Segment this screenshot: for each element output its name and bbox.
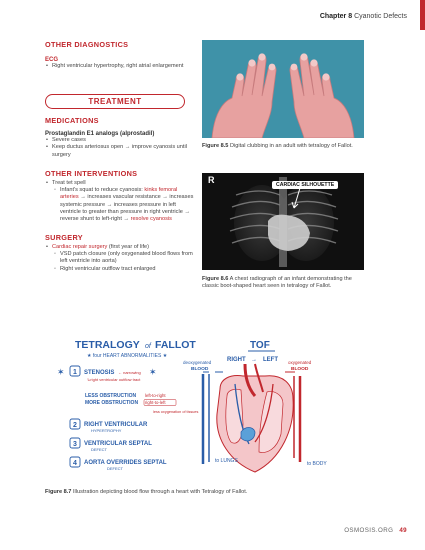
- diagram-subtitle: ★ four HEART ABNORMALITIES ★: [87, 353, 168, 359]
- figure-8-6-text: A chest radiograph of an infant demonstrating the classic boot-shaped heart seen in tetralogy of Fallot.: [202, 276, 352, 290]
- item-4-sub: DEFECT: [107, 466, 123, 471]
- left-column: [45, 40, 195, 70]
- intervention-sub-bullet: [45, 187, 195, 223]
- intervention-bullet: • Treat tet spell: [45, 180, 195, 187]
- running-header: [320, 13, 407, 20]
- item-4-label: AORTA OVERRIDES SEPTAL: [84, 460, 167, 466]
- tetralogy-of-fallot-diagram: [45, 334, 367, 484]
- first-year-text: (first year of life): [107, 243, 149, 250]
- surgery-heading: SURGERY: [45, 232, 83, 242]
- drug-heading: Prostaglandin E1 analogs (alprostadil): [45, 131, 155, 137]
- page-footer: [344, 527, 407, 534]
- item-3-sub: DEFECT: [91, 447, 107, 452]
- squat-text: Infant's squat to reduce cyanosis:: [60, 187, 145, 194]
- oxygenated-blood-label: BLOOD: [291, 367, 309, 372]
- page-number: 49: [399, 527, 407, 534]
- resolve-text: resolve cyanosis: [130, 216, 172, 223]
- other-interventions-heading: OTHER INTERVENTIONS: [45, 168, 138, 178]
- item-1-label: STENOSIS: [84, 370, 115, 376]
- mechanism-text: → increases vascular resistance → increases systemic pressure → increases pressure in left ventricle to greater than pressure in right ventricle → reverse shunt to left-right →: [60, 194, 194, 223]
- more-obstruction-note: right-to-left: [145, 400, 166, 405]
- surgery-bullet: [45, 244, 195, 251]
- other-diagnostics-heading: OTHER DIAGNOSTICS: [45, 40, 129, 49]
- figure-8-5-caption: [202, 143, 362, 150]
- xray-side-marker: R: [208, 175, 215, 185]
- site-name: OSMOSIS.ORG: [344, 527, 394, 534]
- medication-bullet-1: • Severe cases: [45, 137, 195, 144]
- cardiac-repair-text: Cardiac repair surgery: [52, 243, 108, 250]
- medications-heading: MEDICATIONS: [45, 116, 99, 125]
- figure-8-6-caption: [202, 276, 362, 290]
- tof-diagram-svg: [45, 334, 367, 484]
- item-4-number: 4: [73, 460, 77, 467]
- item-1-note: ← narrowing: [118, 370, 141, 375]
- item-3-number: 3: [73, 441, 77, 448]
- to-body-label: to BODY: [307, 461, 327, 467]
- less-obstruction-label: LESS OBSTRUCTION: [85, 393, 137, 399]
- figure-8-7-text: Illustration depicting blood flow through a heart with Tetralogy of Fallot.: [71, 489, 248, 495]
- surgery-sub-bullet-1: ◦ VSD patch closure (only oxygenated blood flows from left ventricle into aorta): [45, 251, 195, 266]
- clubbing-hands-photo: [202, 40, 364, 138]
- figure-8-5-label: Figure 8.5: [202, 143, 229, 149]
- left-label: LEFT: [263, 357, 278, 363]
- surgery-sub-bullet-2: ◦ Right ventricular outflow tract enlarged: [45, 266, 195, 273]
- treatment-banner: TREATMENT: [45, 94, 185, 109]
- figure-8-7-label: Figure 8.7: [45, 489, 72, 495]
- chapter-title: Cyanotic Defects: [354, 13, 407, 20]
- heart-illustration: [203, 364, 300, 472]
- ecg-bullet: • Right ventricular hypertrophy, right atrial enlargement: [45, 63, 195, 70]
- oxygenated-label: oxygenated: [288, 360, 312, 365]
- to-lungs-label: to LUNGS: [215, 458, 238, 464]
- hands-illustration: [202, 40, 364, 138]
- item-2-sub: HYPERTROPHY: [91, 428, 122, 433]
- treatment-column: [45, 116, 195, 273]
- less-obstruction-note: left-to-right: [145, 393, 166, 398]
- figure-8-6-label: Figure 8.6: [202, 276, 229, 282]
- cardiac-silhouette-tag: CARDIAC SILHOUETTE: [272, 181, 338, 189]
- medication-bullet-2: • Keep ductus arteriosus open → improve cyanosis until surgery: [45, 144, 195, 159]
- deoxygenated-label: deoxygenated: [183, 360, 212, 365]
- item-3-label: VENTRICULAR SEPTAL: [84, 441, 152, 447]
- deoxygenated-blood-label: BLOOD: [191, 367, 209, 372]
- less-oxygenation-note: less oxygenation of tissues: [153, 410, 199, 414]
- tof-heading: TOF: [250, 340, 270, 351]
- diagram-title-a: TETRALOGY: [75, 339, 140, 351]
- page-edge-tab: [420, 0, 425, 30]
- item-2-label: RIGHT VENTRICULAR: [84, 422, 148, 428]
- more-obstruction-label: MORE OBSTRUCTION: [85, 400, 139, 406]
- star-right-icon: ✶: [149, 367, 157, 377]
- figure-8-7-caption: [45, 489, 247, 495]
- silhouette-pointer-arrow: [290, 188, 310, 213]
- figure-8-5-text: Digital clubbing in an adult with tetralogy of Fallot.: [228, 143, 353, 149]
- right-label: RIGHT: [227, 357, 246, 363]
- item-1-sub: ↳right ventricular outflow tract: [87, 377, 141, 382]
- ecg-heading: ECG: [45, 57, 59, 63]
- right-to-left-arrow: →: [251, 357, 257, 363]
- item-1-number: 1: [73, 369, 77, 376]
- diagram-title-b: FALLOT: [155, 339, 196, 351]
- star-left-icon: ✶: [57, 367, 65, 377]
- item-2-number: 2: [73, 422, 77, 429]
- kinks-text: kinks femoral arteries: [60, 187, 178, 201]
- chapter-label: Chapter 8: [319, 13, 353, 20]
- diagram-title-of: of: [145, 343, 151, 350]
